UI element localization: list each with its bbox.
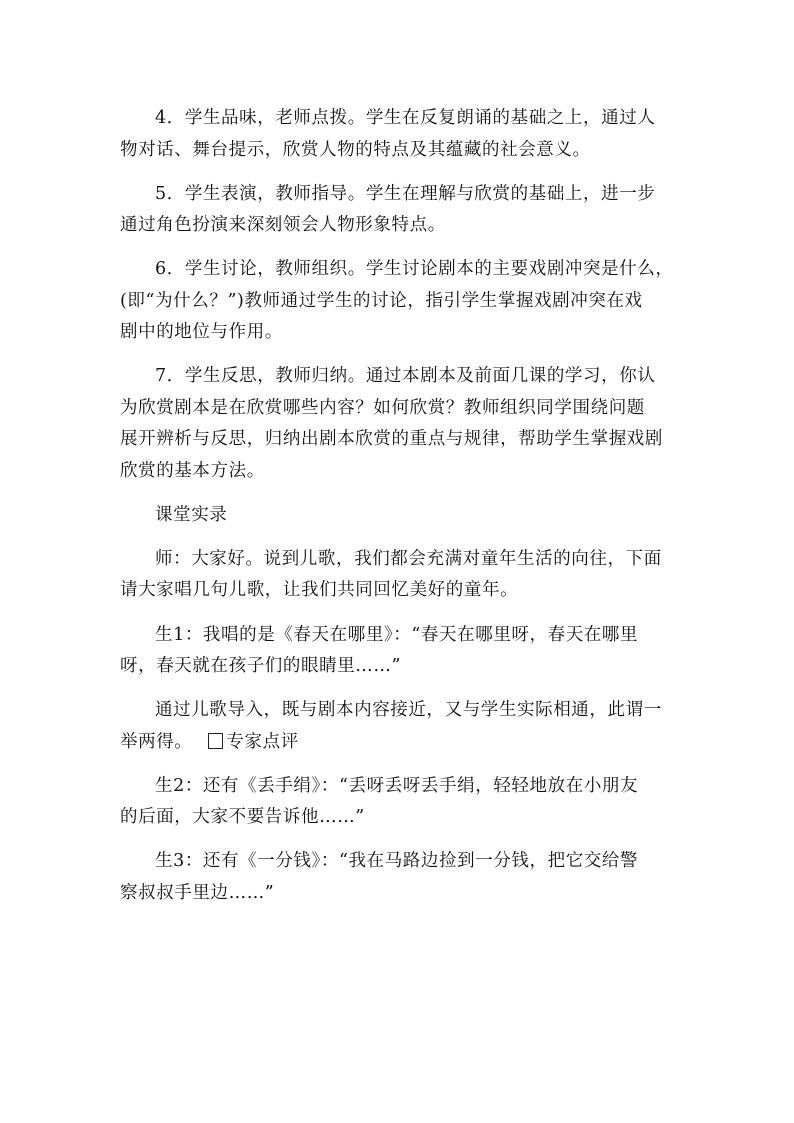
text-line: 欣赏的基本方法。: [120, 460, 265, 481]
text-line: 物对话、舞台提示，欣赏人物的特点及其蕴藏的社会意义。: [120, 139, 591, 160]
paragraph-student-3: [120, 846, 686, 909]
text-line: 察叔叔手里边……”: [120, 882, 275, 903]
paragraph-student-1: [120, 620, 686, 683]
text-line: 展开辨析与反思，归纳出剧本欣赏的重点与规律，帮助学生掌握戏剧: [120, 429, 663, 450]
document-body: [120, 103, 686, 909]
checkbox-square-icon: [208, 733, 223, 749]
paragraph-step-5: [120, 179, 686, 242]
paragraph-step-6: [120, 254, 686, 349]
text-line: 6．学生讨论，教师组织。学生讨论剧本的主要戏剧冲突是什么，: [155, 259, 674, 280]
paragraph-student-2: [120, 771, 686, 834]
text-line: 请大家唱几句儿歌，让我们共同回忆美好的童年。: [120, 580, 519, 601]
text-line: 5．学生表演，教师指导。学生在理解与欣赏的基础上，进一步: [155, 183, 656, 204]
text-line: 师：大家好。说到儿歌，我们都会充满对童年生活的向往，下面: [155, 548, 662, 569]
text-line: 4．学生品味，老师点拨。学生在反复朗诵的基础之上，通过人: [155, 108, 656, 128]
text-line: 7．学生反思，教师归纳。通过本剧本及前面几课的学习，你认: [155, 366, 656, 387]
text-line: 生3：还有《一分钱》：“我在马路边捡到一分钱，把它交给警: [155, 851, 639, 872]
text-line: 通过角色扮演来深刻领会人物形象特点。: [120, 215, 446, 236]
text-line: 生2：还有《丢手绢》：“丢呀丢呀丢手绢，轻轻地放在小朋友: [155, 775, 639, 796]
text-line: 的后面，大家不要告诉他……”: [120, 807, 365, 828]
text-line: 为欣赏剧本是在欣赏哪些内容？如何欣赏？教师组织同学围绕问题: [120, 397, 645, 418]
text-line: 通过儿歌导入，既与剧本内容接近，又与学生实际相通，此谓一: [155, 700, 662, 721]
section-heading: 课堂实录: [155, 504, 228, 525]
paragraph-expert-comment: [120, 695, 686, 758]
text-fragment: 举两得。: [120, 731, 193, 752]
expert-comment-label: 专家点评: [226, 731, 299, 752]
text-line: (即“为什么？”)教师通过学生的讨论，指引学生掌握戏剧冲突在戏: [120, 290, 643, 311]
text-line: 剧中的地位与作用。: [120, 322, 283, 343]
text-line: 生1：我唱的是《春天在哪里》：“春天在哪里呀，春天在哪里: [155, 624, 639, 645]
text-line: [120, 727, 686, 759]
paragraph-step-7: [120, 361, 686, 487]
paragraph-teacher: [120, 544, 686, 607]
text-line: 呀，春天就在孩子们的眼睛里……”: [120, 656, 402, 677]
paragraph-step-4: [120, 103, 686, 166]
